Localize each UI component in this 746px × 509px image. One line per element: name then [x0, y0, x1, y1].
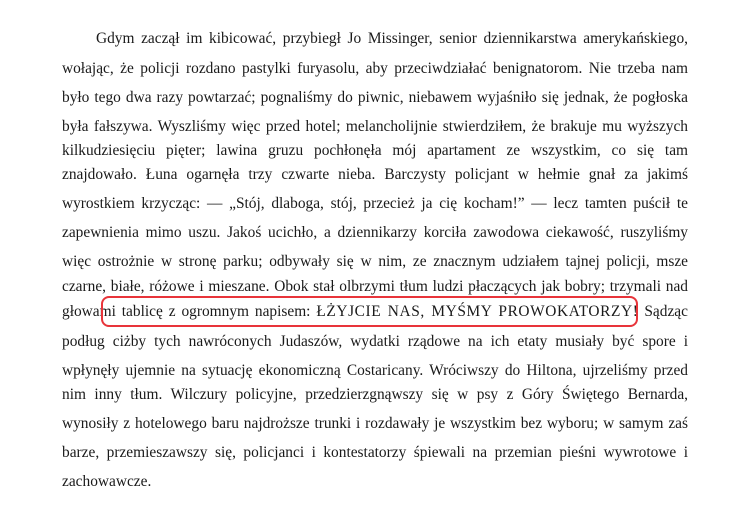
text-line: kilkudziesięciu pięter; lawina gruzu pochłonęła mój apartament ze wszystkim, co się tam — [62, 142, 688, 159]
text-line: wołając, że policji rozdano pastylki furyasolu, aby przeciwdziałać benignatorom. Nie trzeba nam — [62, 60, 688, 77]
highlight-text-line — [62, 302, 688, 322]
text-line: wyrostkiem krzycząc: — „Stój, dlaboga, stój, przecież ja cię kocham!” — lecz tamten puścił te — [62, 195, 688, 212]
text-line: wpłynęły ujemnie na sytuację ekonomiczną Costaricany. Wróciwszy do Hiltona, ujrzeliśmy przed — [62, 362, 688, 379]
text-line: wynosiły z hotelowego baru najdroższe trunki i rozdawały je wszystkim bez wyboru; w samym zaś — [62, 415, 688, 432]
highlighted-phrase: tablicę z ogromnym napisem: — [121, 303, 311, 320]
text-line: Gdym zaczął im kibicować, przybiegł Jo Missinger, senior dziennikarstwa amerykańskiego, — [96, 30, 688, 47]
text-line: znajdowało. Łuna ogarnęła trzy czwarte nieba. Barczysty policjant w hełmie gnał za jakimś — [62, 166, 688, 183]
text-line: czarne, białe, różowe i mieszane. Obok stał olbrzymi tłum ludzi płaczących jak bobry; trzymali nad — [62, 278, 688, 295]
text-line: zapewnienia mimo uszu. Jakoś ucichło, a dziennikarzy korciła zawodowa ciekawość, ruszyliśmy — [62, 224, 688, 241]
text-line: zachowawcze. — [62, 473, 152, 490]
text-line: podług ciżby tych nawróconych Judaszów, wydatki rządowe na ich etaty musiały być spore i — [62, 333, 688, 350]
text-line: nim inny tłum. Wilczury policyjne, przedzierzgnąwszy się w psy z Góry Świętego Bernarda, — [62, 386, 688, 403]
sign-text: ŁŻYJCIE NAS, MYŚMY PROWOKATORZY! — [316, 303, 639, 320]
text-before-highlight: głowami — [62, 303, 116, 320]
text-after-highlight: Sądząc — [644, 303, 688, 320]
text-line: było tego dwa razy powtarzać; pognaliśmy do piwnic, niebawem wyjaśniło się jednak, że pogłoska — [62, 89, 688, 106]
text-line: była fałszywa. Wyszliśmy więc przed hotel; melancholijnie stwierdziłem, że brakuje mu wyższych — [62, 118, 688, 135]
text-line: barze, przemieszawszy się, policjanci i kontestatorzy śpiewali na przemian pieśni wywrotowe i — [62, 444, 688, 461]
text-line: więc ostrożnie w stronę parku; odbywały się w nim, ze znacznym udziałem tajnej policji, msze — [62, 253, 688, 270]
